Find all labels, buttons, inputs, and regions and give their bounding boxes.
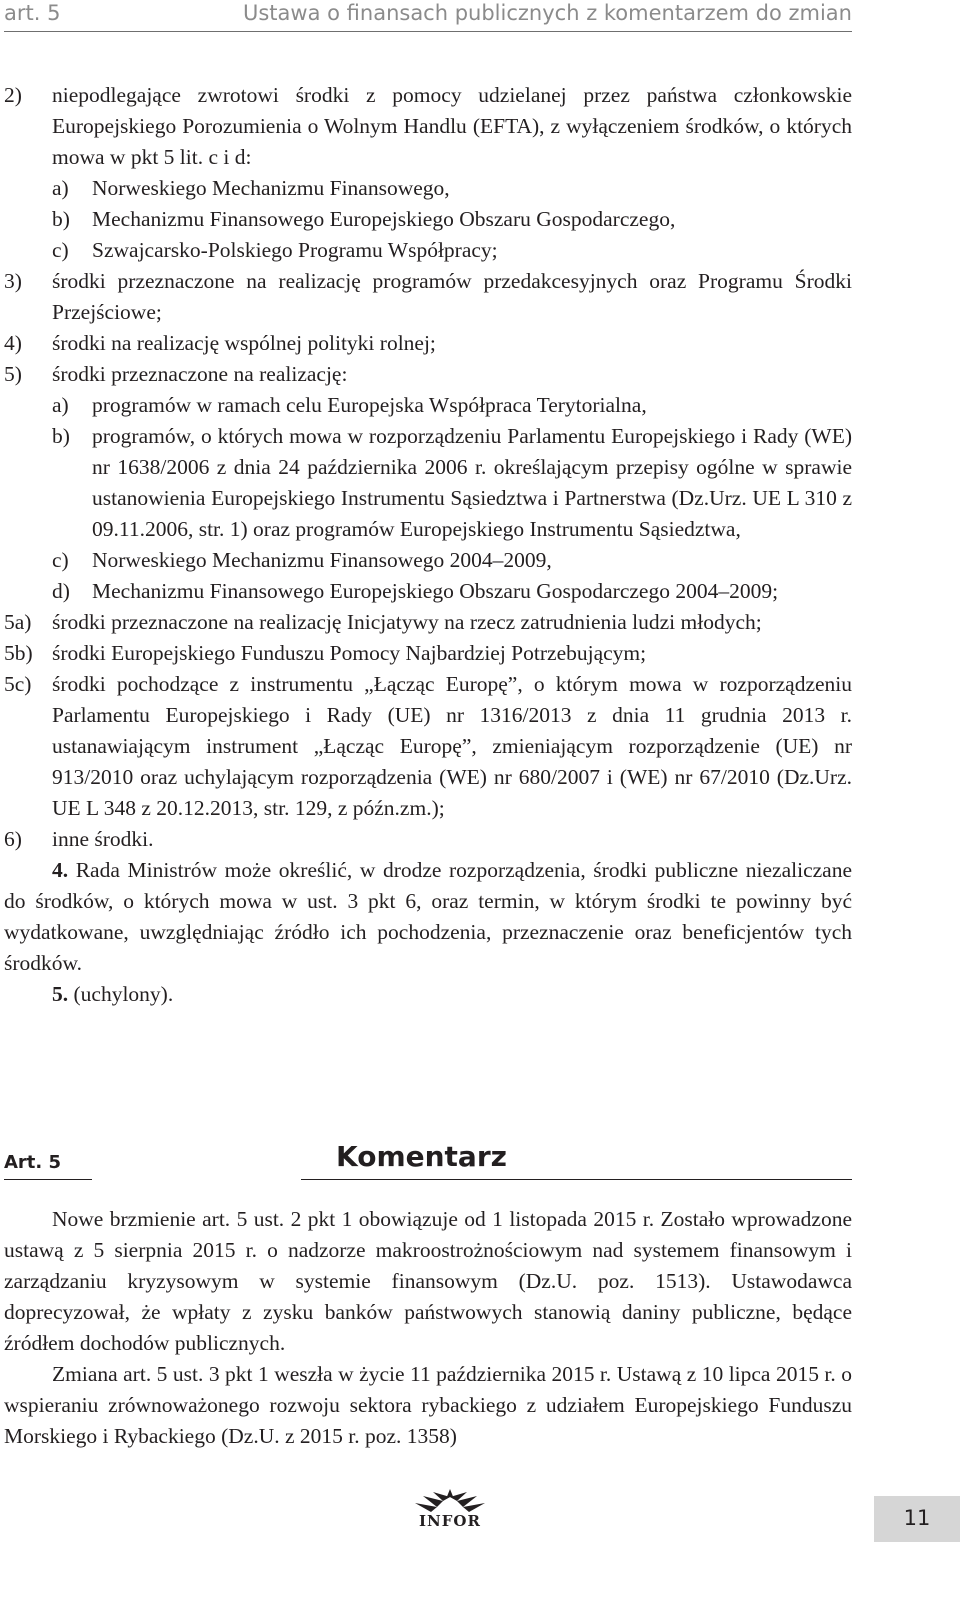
list-item [4,638,852,669]
header-book-title: Ustawa o finansach publicznych z komentarzem do zmian [243,1,852,25]
publisher-logo [405,1487,495,1537]
list-item [4,669,852,824]
subitem-letter: b) [52,424,70,448]
section-text: (uchylony). [73,982,174,1006]
subitem-letter: a) [52,176,69,200]
subitem-text: programów, o których mowa w rozporządzeniu Parlamentu Europejskiego i Rady (WE) nr 1638/2006 z dnia 24 października 2006 r. określającym przepisy ogólne w sprawie ustanowienia Europejskiego Instrumentu Sąsiedztwa i Partnerstwa (Dz.Urz. UE L 310 z 09.11.2006, str. 1) oraz programów Europejskiego Instrumentu Sąsiedztwa, [92,424,852,541]
item-text: środki pochodzące z instrumentu „Łącząc Europę”, o którym mowa w rozporządzeniu Parlamentu Europejskiego i Rady (UE) nr 1316/2013 z dnia 11 grudnia 2013 r. ustanawiającym instrument „Łącząc Europę”, zmieniającym rozporządzenie (UE) nr 913/2010 oraz uchylającym rozporządzenia (WE) nr 680/2007 i (WE) nr 67/2010 (Dz.Urz. UE L 348 z 20.12.2013, str. 129, z późn.zm.); [52,672,852,820]
subitem-text: Norweskiego Mechanizmu Finansowego 2004–2009, [92,548,552,572]
commentary-paragraph: Nowe brzmienie art. 5 ust. 2 pkt 1 obowiązuje od 1 listopada 2015 r. Zostało wprowadzone ustawą z 5 sierpnia 2015 r. o nadzorze makroostrożnościowym nad systemem finansowym i zarządzaniu kryzysowym w systemie finansowym (Dz.U. poz. 1513). Ustawodawca doprecyzował, że wpłaty z zysku banków państwowych stanowią daniny publiczne, będące źródłem dochodów publicznych. [4,1207,852,1355]
list-subitem [4,576,852,607]
subitem-letter: b) [52,207,70,231]
section-text: Rada Ministrów może określić, w drodze rozporządzenia, środki publiczne niezaliczane do środków, o których mowa w ust. 3 pkt 6, oraz termin, w którym środki te powinny być wydatkowane, uwzględniając źródło ich pochodzenia, przeznaczenie oraz beneficjentów tych środków. [4,858,853,975]
subitem-text: Mechanizmu Finansowego Europejskiego Obszaru Gospodarczego 2004–2009; [92,579,779,603]
item-text: niepodlegające zwrotowi środki z pomocy udzielanej przez państwa członkowskie Europejskiego Porozumienia o Wolnym Handlu (EFTA), z wyłączeniem środków, o których mowa w pkt 5 lit. c i d: [52,83,852,169]
item-number: 2) [4,83,22,107]
subitem-letter: c) [52,548,69,572]
list-subitem [4,421,852,545]
logo-emblem-icon [405,1487,495,1515]
list-item [4,824,852,855]
commentary-paragraph: Zmiana art. 5 ust. 3 pkt 1 weszła w życie 11 października 2015 r. Ustawą z 10 lipca 2015 r. o wspieraniu zrównoważonego rozwoju sektora rybackiego z udziałem Europejskiego Funduszu Morskiego i Rybackiego (Dz.U. z 2015 r. poz. 1358) [4,1362,852,1448]
list-subitem [4,204,852,235]
list-subitem [4,173,852,204]
list-subitem [4,235,852,266]
section-paragraph [4,979,852,1010]
commentary-article-label: Art. 5 [4,1152,62,1173]
item-number: 5b) [4,641,33,665]
subitem-letter: c) [52,238,69,262]
subitem-text: Norweskiego Mechanizmu Finansowego, [92,176,450,200]
commentary-body [4,1204,852,1452]
section-paragraph [4,855,852,979]
header-rule [4,31,852,32]
subitem-letter: d) [52,579,70,603]
header-article-ref: art. 5 [4,1,61,25]
item-text: środki na realizację wspólnej polityki rolnej; [52,331,436,355]
item-number: 5a) [4,610,32,634]
running-header [0,0,960,40]
subitem-letter: a) [52,393,69,417]
section-number: 4. [52,858,69,882]
item-number: 5) [4,362,22,386]
list-item [4,328,852,359]
item-text: środki przeznaczone na realizację programów przedakcesyjnych oraz Programu Środki Przejściowe; [52,269,852,324]
logo-wordmark: INFOR [419,1512,481,1530]
item-number: 3) [4,269,22,293]
item-number: 6) [4,827,22,851]
list-item [4,607,852,638]
list-item [4,359,852,390]
page-number-box [874,1496,960,1542]
item-text: środki przeznaczone na realizację: [52,362,348,386]
subitem-text: Mechanizmu Finansowego Europejskiego Obszaru Gospodarczego, [92,207,676,231]
list-item [4,266,852,328]
heading-underline [301,1179,852,1180]
item-number: 4) [4,331,22,355]
list-subitem [4,390,852,421]
list-subitem [4,545,852,576]
item-number: 5c) [4,672,32,696]
list-item [4,80,852,173]
page-number: 11 [903,1506,931,1530]
commentary-heading: Komentarz [336,1140,507,1173]
item-text: inne środki. [52,827,154,851]
law-text [4,80,852,1010]
item-text: środki przeznaczone na realizację Inicjatywy na rzecz zatrudnienia ludzi młodych; [52,610,762,634]
item-text: środki Europejskiego Funduszu Pomocy Najbardziej Potrzebującym; [52,641,647,665]
subitem-text: Szwajcarsko-Polskiego Programu Współpracy; [92,238,498,262]
subitem-text: programów w ramach celu Europejska Współpraca Terytorialna, [92,393,647,417]
commentary-header [4,1140,852,1184]
article-underline [4,1179,92,1180]
section-number: 5. [52,982,69,1006]
